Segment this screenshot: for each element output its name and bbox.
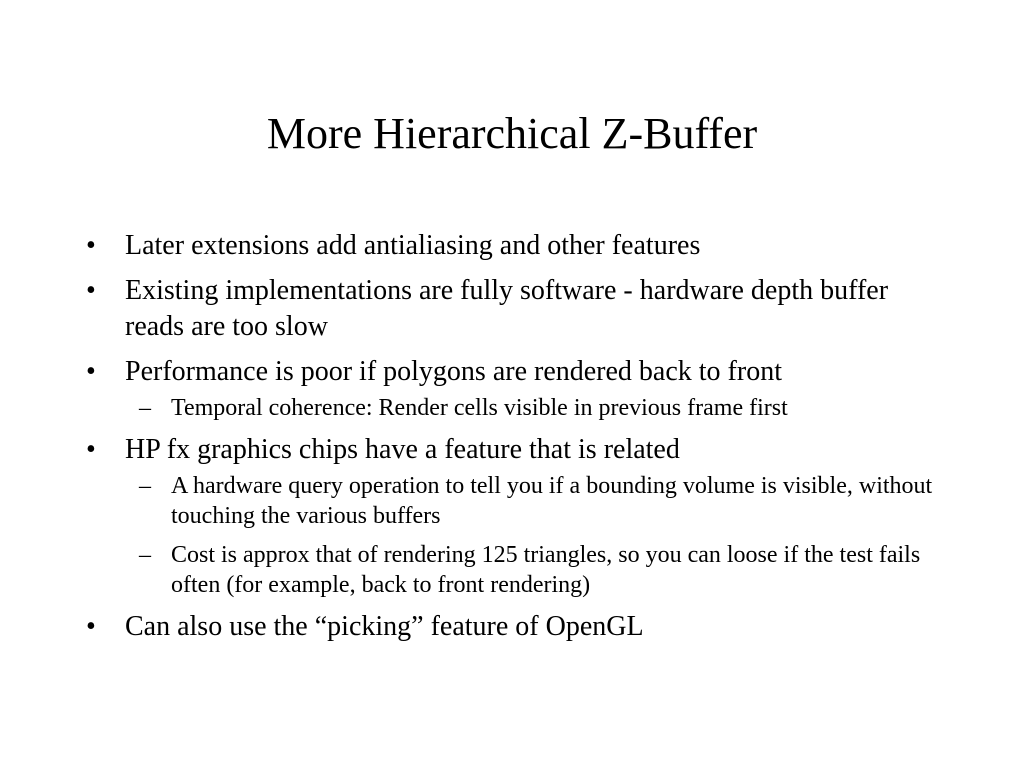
sub-bullet-item — [86, 393, 946, 423]
bullet-item — [86, 609, 946, 645]
bullet-marker: • — [86, 611, 96, 642]
bullet-marker: • — [86, 275, 96, 306]
sub-bullet-item — [86, 540, 946, 600]
sub-bullet-text: A hardware query operation to tell you if a bounding volume is visible, without touching the various buffers — [171, 473, 933, 529]
sub-bullet-list — [86, 471, 946, 600]
bullet-item — [86, 273, 946, 345]
bullet-text: Performance is poor if polygons are rendered back to front — [125, 356, 782, 387]
dash-marker: – — [139, 542, 151, 568]
bullet-text: Later extensions add antialiasing and other features — [125, 230, 701, 261]
bullet-list — [86, 228, 946, 654]
dash-marker: – — [139, 395, 151, 421]
sub-bullet-text: Cost is approx that of rendering 125 triangles, so you can loose if the test fails often (for example, back to front rendering) — [171, 542, 921, 598]
bullet-text: HP fx graphics chips have a feature that is related — [125, 434, 680, 465]
bullet-marker: • — [86, 434, 96, 465]
bullet-item — [86, 432, 946, 600]
sub-bullet-list — [86, 393, 946, 423]
slide-title: More Hierarchical Z-Buffer — [266, 109, 758, 158]
sub-bullet-text: Temporal coherence: Render cells visible in previous frame first — [171, 395, 788, 421]
bullet-item — [86, 354, 946, 423]
bullet-item — [86, 228, 946, 264]
bullet-marker: • — [86, 356, 96, 387]
bullet-text: Existing implementations are fully software - hardware depth buffer reads are too slow — [125, 275, 889, 342]
sub-bullet-item — [86, 471, 946, 531]
bullet-text: Can also use the “picking” feature of OpenGL — [125, 611, 644, 642]
bullet-marker: • — [86, 230, 96, 261]
dash-marker: – — [139, 473, 151, 499]
